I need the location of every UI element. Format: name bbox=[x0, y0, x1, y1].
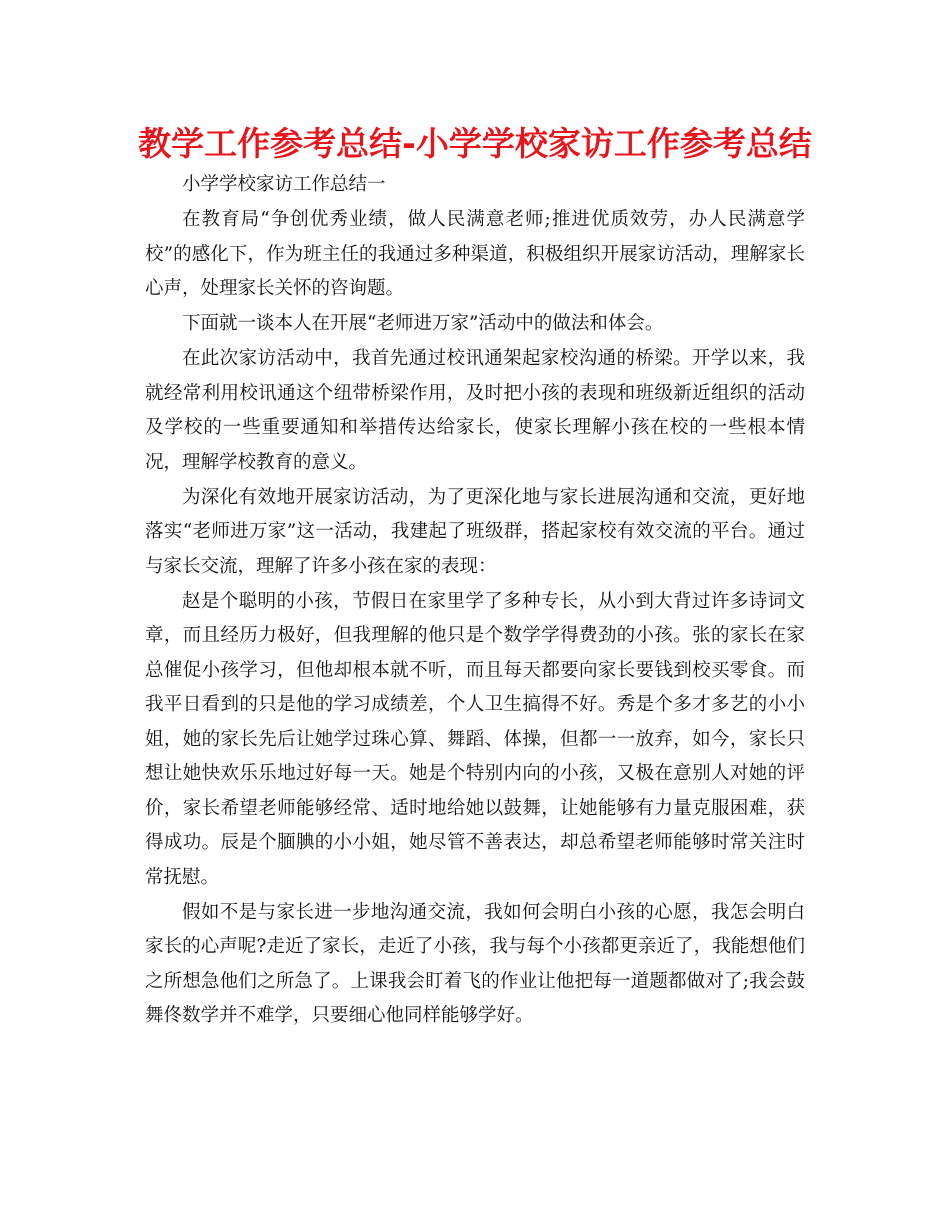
paragraph: 假如不是与家长进一步地沟通交流，我如何会明白小孩的心愿，我怎会明白家长的心声呢?走近了家长，走近了小孩，我与每个小孩都更亲近了，我能想他们之所想急他们之所急了。上课我会盯着飞的作业让他把每一道题都做对了;我会鼓舞佟数学并不难学，只要细心他同样能够学好。 bbox=[145, 901, 805, 1026]
paragraph: 在此次家访活动中，我首先通过校讯通架起家校沟通的桥梁。开学以来，我就经常利用校讯通这个纽带桥梁作用，及时把小孩的表现和班级新近组织的活动及学校的一些重要通知和举措传达给家长，使家长理解小孩在校的一些根本情况，理解学校教育的意义。 bbox=[145, 348, 805, 473]
document-body bbox=[145, 168, 805, 1034]
document-title: 教学工作参考总结-小学学校家访工作参考总结 bbox=[138, 124, 812, 163]
paragraph: 赵是个聪明的小孩，节假日在家里学了多种专长，从小到大背过许多诗词文章，而且经历力极好，但我理解的他只是个数学学得费劲的小孩。张的家长在家总催促小孩学习，但他却根本就不听，而且每天都要向家长要钱到校买零食。而我平日看到的只是他的学习成绩差，个人卫生搞得不好。秀是个多才多艺的小小姐，她的家长先后让她学过珠心算、舞蹈、体操，但都一一放弃，如今，家长只想让她快欢乐乐地过好每一天。她是个特别内向的小孩，又极在意别人对她的评价，家长希望老师能够经常、适时地给她以鼓舞，让她能够有力量克服困难，获得成功。辰是个腼腆的小小姐，她尽管不善表达，却总希望老师能够时常关注时常抚慰。 bbox=[145, 590, 805, 888]
paragraph: 在教育局“争创优秀业绩，做人民满意老师;推进优质效劳，办人民满意学校”的感化下，作为班主任的我通过多种渠道，积极组织开展家访活动，理解家长心声，处理家长关怀的咨询题。 bbox=[145, 209, 805, 299]
paragraph: 下面就一谈本人在开展“老师进万家”活动中的做法和体会。 bbox=[182, 313, 664, 334]
section-heading: 小学学校家访工作总结一 bbox=[182, 174, 386, 195]
paragraph: 为深化有效地开展家访活动，为了更深化地与家长进展沟通和交流，更好地落实“老师进万家”这一活动，我建起了班级群，搭起家校有效交流的平台。通过与家长交流，理解了许多小孩在家的表现： bbox=[145, 486, 805, 577]
